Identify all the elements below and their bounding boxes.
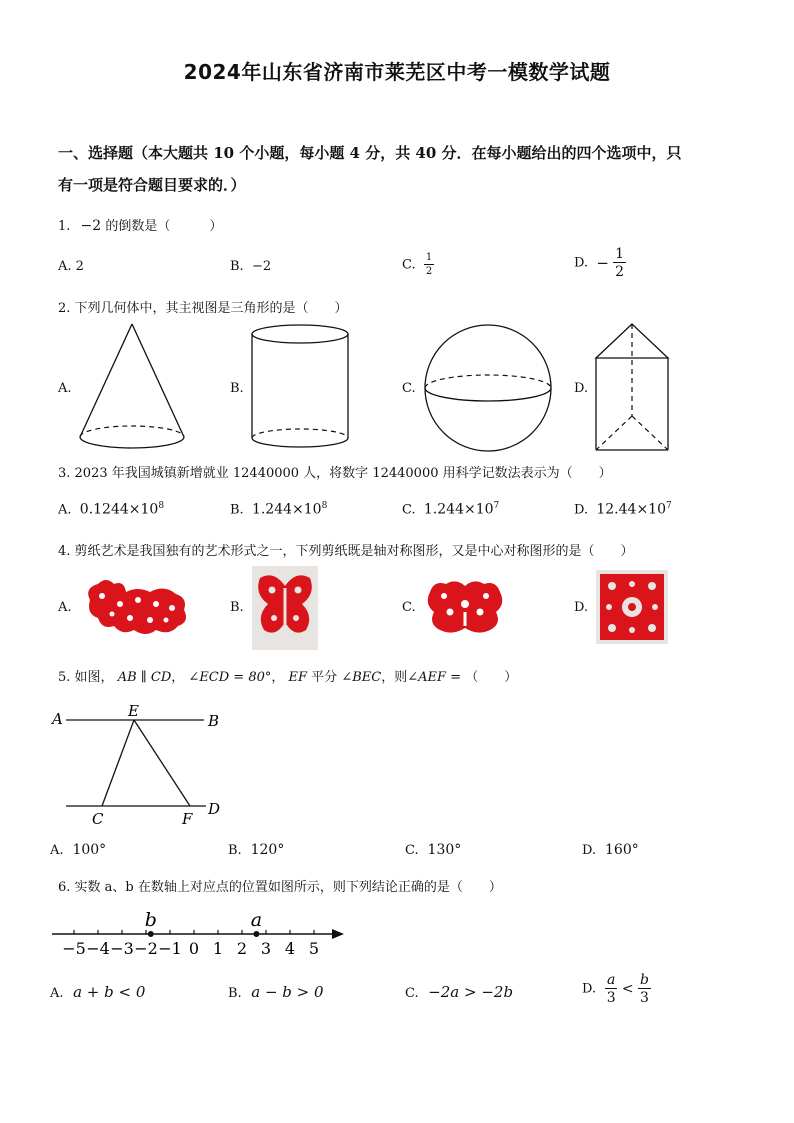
point-label-c: C (92, 810, 104, 828)
tick-label: 1 (212, 939, 224, 958)
q1-option-d[interactable]: D. − $\frac{1}{2}$ (574, 246, 624, 280)
q4-option-d-label[interactable]: D. (574, 600, 589, 615)
q4-option-a-label[interactable]: A. (58, 600, 72, 615)
prism-figure (592, 320, 672, 454)
question-1 (58, 215, 222, 234)
point-label-a: a (250, 909, 263, 931)
q1-text: 的倒数是（ ） (105, 219, 223, 234)
tick-label: −2 (134, 939, 158, 958)
q6-option-d[interactable]: D. $\frac{a}{3}$ < $\frac{b}{3}$ (582, 972, 649, 1006)
paper-cut-twin-dragons-image (422, 576, 508, 638)
page-title: 2024年山东省济南市莱芜区中考一模数学试题 (183, 60, 611, 84)
q3-option-d[interactable]: D. $12.44\times 10^7$ (574, 501, 672, 518)
q2-option-b-label[interactable]: B. (230, 381, 244, 396)
q3-option-c[interactable]: C. $1.244\times 10^7$ (402, 501, 500, 518)
fraction-b-over-3: $\frac{b}{3}$ (640, 972, 649, 1006)
section-heading-line2: 有一项是符合题目要求的．） (58, 176, 246, 194)
q3-option-a[interactable]: A. $0.1244\times 10^8$ (58, 501, 165, 518)
fraction: $\frac{1}{2}$ (615, 246, 624, 280)
paper-cut-round-flower-image (596, 570, 668, 644)
point-label-f: F (182, 810, 193, 828)
q6-option-c[interactable]: C. −2a > −2b (405, 983, 514, 1001)
paper-cut-dragon-image (80, 570, 192, 642)
point-label-e: E (128, 702, 139, 720)
point-label-b: b (144, 909, 157, 931)
tick-label: −3 (110, 939, 134, 958)
question-5: 5. 如图， AB ∥ CD， ∠ECD = 80°， EF 平分 ∠BEC，则∠AEF = （ ） (58, 670, 518, 685)
q1-expression: −2 (80, 218, 102, 234)
section-heading-line1: 一、选择题（本大题共 10 个小题，每小题 4 分，共 40 分．在每小题给出的四个选项中，只 (58, 144, 682, 162)
fraction: $\frac{1}{2}$ (425, 252, 433, 277)
q1-option-b[interactable]: B. −2 (230, 259, 272, 274)
q2-option-d-label[interactable]: D. (574, 381, 589, 396)
tick-label: 4 (284, 939, 296, 958)
q2-option-c-label[interactable]: C. (402, 381, 416, 396)
q6-option-b[interactable]: B. a − b > 0 (228, 983, 324, 1001)
q4-option-b-label[interactable]: B. (230, 600, 244, 615)
parallel-lines-figure (48, 700, 238, 830)
question-3: 3. 2023 年我国城镇新增就业 12440000 人，将数字 12440000 用科学记数法表示为（ ） (58, 466, 612, 481)
tick-label: 3 (260, 939, 272, 958)
q1-option-c[interactable]: C. $\frac{1}{2}$ (402, 252, 433, 277)
q4-option-c-label[interactable]: C. (402, 600, 416, 615)
point-label-b: B (208, 712, 220, 730)
tick-label: 0 (188, 939, 200, 958)
q3-option-b[interactable]: B. $1.244\times 10^8$ (230, 501, 328, 518)
q1-option-a[interactable]: A. 2 (58, 259, 84, 274)
point-label-a: A (52, 710, 63, 728)
tick-label: 2 (236, 939, 248, 958)
q5-option-d[interactable]: D. 160° (582, 842, 639, 858)
question-4: 4. 剪纸艺术是我国独有的艺术形式之一，下列剪纸既是轴对称图形，又是中心对称图形的是（ ） (58, 544, 634, 559)
tick-label: 5 (308, 939, 320, 958)
q5-option-c[interactable]: C. 130° (405, 842, 462, 858)
question-number: 1. (58, 219, 71, 234)
paper-cut-butterfly-image (252, 566, 318, 650)
q5-option-b[interactable]: B. 120° (228, 842, 285, 858)
question-6: 6. 实数 a、b 在数轴上对应点的位置如图所示，则下列结论正确的是（ ） (58, 880, 502, 895)
q2-option-a-label[interactable]: A. (58, 381, 72, 396)
q5-option-a[interactable]: A. 100° (50, 842, 107, 858)
point-a (253, 931, 259, 937)
q6-option-a[interactable]: A. a + b < 0 (50, 983, 146, 1001)
tick-label: −4 (86, 939, 110, 958)
cone-figure (76, 320, 188, 452)
number-line-figure (44, 906, 350, 964)
section-heading (58, 137, 748, 201)
sphere-figure (420, 322, 556, 458)
tick-label: −1 (158, 939, 182, 958)
point-label-d: D (208, 800, 221, 818)
point-b (148, 931, 154, 937)
cylinder-figure (246, 322, 354, 452)
question-2: 2. 下列几何体中，其主视图是三角形的是（ ） (58, 301, 348, 316)
tick-label: −5 (62, 939, 86, 958)
arrow-icon (332, 929, 344, 939)
number-line-points (145, 909, 262, 937)
fraction-a-over-3: $\frac{a}{3}$ (606, 972, 616, 1006)
